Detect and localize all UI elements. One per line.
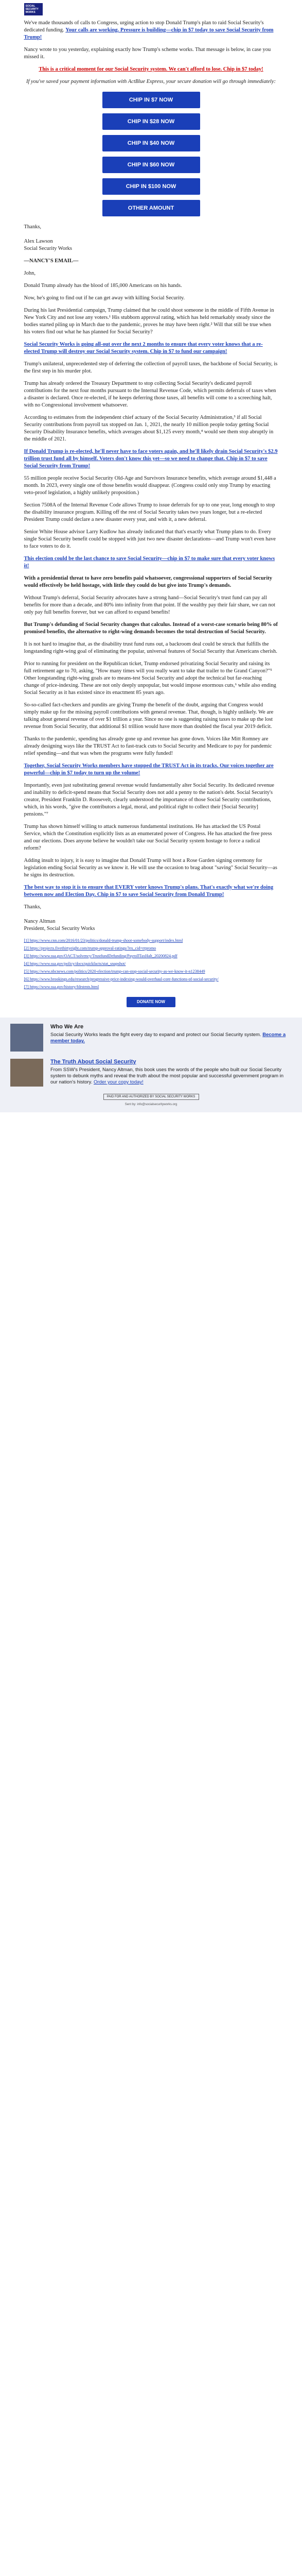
- paragraph-2: Now, he's going to find out if he can get away with killing Social Security.: [24, 295, 185, 301]
- paragraph-3: During his last Presidential campaign, Trump claimed that he could shoot someone in the middle of Fifth Avenue in New York City and not lose any voters.¹ His stubborn approval rating, which has held remarkably steady since the bodies started piling up in March due to the pandemic, proves he may have been right.² Will that still be true when his voters find out what he has planned for Social Security?: [24, 308, 274, 335]
- paragraph-21: Importantly, even just substituting general revenue would fundamentally alter Social Security. Its dedicated revenue and inability to deficit-spend means that Social Security does not add a penny to the nation's debt. Social Security's creator, President Franklin D. Roosevelt, clearly understood the importance of those Social Security contributions, which, in his words, "give the contributors a legal, moral, and political right to collect their [Social Security] pensions."⁷: [24, 783, 274, 817]
- paragraph-19: Thanks to the pandemic, spending has already gone up and revenue has gone down. Voices like Mitt Romney are already designing ways like the TRUST Act to fast-track cuts to Social Security and Medicare to pay for pandemic relief spending—and that was when the programs were fully funded!: [24, 736, 272, 756]
- reference-5[interactable]: [5] https://www.nbcnews.com/politics/2020-election/trump-can-stop-social-security-as-we-know-it-n1238449: [24, 969, 205, 974]
- reference-7[interactable]: [7] https://www.ssa.gov/history/fdrstmts.html: [24, 985, 99, 989]
- references: [24, 938, 278, 990]
- sender-name: Alex Lawson: [24, 239, 53, 244]
- donate-link-4[interactable]: Together, Social Security Works members have stopped the TRUST Act in its tracks. Our voices together are powerful—chip in $7 today to turn up the volume!: [24, 763, 274, 776]
- donate-link-2[interactable]: If Donald Trump is re-elected, he'll never have to face voters again, and he'll likely drain Social Security's $2.9 trillion trust fund all by himself. Voters don't know this yet—so we need to change that. Chip in $7 to save Social Security from Trump!: [24, 449, 278, 469]
- paragraph-15: But Trump's defunding of Social Security changes that calculus. Instead of a worst-case scenario being 80% of promised benefits, the alternative to right-wing demands becomes the total destruction of Social Security.: [24, 622, 278, 635]
- donate-now-button[interactable]: DONATE NOW: [127, 997, 175, 1007]
- reference-3[interactable]: [3] https://www.ssa.gov/OACT/solvency/TrustfundDefunding/PayrollTaxHalt_20200824.pdf: [24, 954, 177, 958]
- reference-4[interactable]: [4] https://www.ssa.gov/policy/docs/quickfacts/stat_snapshot/: [24, 961, 126, 966]
- reference-1[interactable]: [1] https://www.cnn.com/2016/01/23/politics/donald-trump-shoot-somebody-support/index.html: [24, 938, 183, 943]
- paragraph-10: Section 7508A of the Internal Revenue Code allows Trump to issue deferrals for up to one year, long enough to stop the disability insurance program. Killing off the rest of Social Security takes two years longer, but a re-elected President Trump could declare a new disaster every year, and with it, a new deferral.: [24, 502, 275, 522]
- signoff-1: [24, 224, 278, 252]
- paragraph-9: 55 million people receive Social Security Old-Age and Survivors Insurance benefits, which average around $1,448 a month. In 2023, every single one of those benefits would disappear. (Congress could only stop Trump by enacting veto-proof legislation, a highly unlikely proposition.): [24, 476, 276, 496]
- book-text: [50, 1059, 292, 1087]
- who-we-are-desc: Social Security Works leads the fight every day to expand and protect our Social Security system.: [50, 1032, 261, 1038]
- paragraph-14: Without Trump's deferral, Social Security advocates have a strong hand—Social Security's trust fund can pay all benefits for more than a decade, and 80% into infinity from that point. If the wealthy pay their fair share, we can not only pay full benefits forever, but we can afford to expand benefits!: [24, 595, 275, 615]
- sender-name-2: Nancy Altman: [24, 919, 56, 924]
- book-title[interactable]: The Truth About Social Security: [50, 1059, 136, 1065]
- ssw-logo[interactable]: SOCIAL SECURITY WORKS: [24, 3, 43, 15]
- paragraph-13: With a presidential threat to have zero benefits paid whatsoever, congressional supporters of Social Security would effectively be held hostage, with little they could do but give into Trump's demands.: [24, 575, 273, 588]
- reference-6[interactable]: [6] https://www.brookings.edu/research/progressive-price-indexing-would-overhaul-core-functions-of-social-security/: [24, 977, 219, 981]
- signoff-2: [24, 904, 278, 933]
- paragraph-1: Donald Trump already has the blood of 185,000 Americans on his hands.: [24, 283, 182, 289]
- other-amount-button[interactable]: OTHER AMOUNT: [102, 200, 200, 216]
- intro-paragraph-2: Nancy wrote to you yesterday, explaining exactly how Trump's scheme works. That message is below, in case you missed it.: [24, 47, 271, 60]
- reference-2[interactable]: [2] https://projects.fivethirtyeight.com/trump-approval-ratings/?ex_cid=rrpromo: [24, 946, 156, 951]
- paragraph-16: It is not hard to imagine that, as the disability trust fund runs out, a backroom deal could be struck that fulfills the longstanding right-wing goal of eliminating the popular, universal features of Social Security that Americans cherish.: [24, 641, 277, 654]
- email-body: [24, 0, 278, 1007]
- greeting: John,: [24, 270, 35, 276]
- paragraph-22: Trump has shown himself willing to attack numerous fundamental institutions. He has attacked the US Postal Service, which the Constitution explicitly lists as an enumerated power of Congress. He has attacked the free press and our elections. Does anyone believe he wouldn't take our Social Security system hostage to force a radical reform?: [24, 824, 272, 851]
- chip-in-7-button[interactable]: CHIP IN $7 NOW: [102, 92, 200, 108]
- who-we-are-section: [10, 1024, 292, 1052]
- who-we-are-body: [50, 1032, 292, 1044]
- sender-title-2: President, Social Security Works: [24, 926, 95, 931]
- order-book-link[interactable]: Order your copy today!: [94, 1079, 144, 1085]
- intro-text: We've made thousands of calls to Congress, urging action to stop Donald Trump's plan to raid Social Security's dedicated funding.: [24, 20, 264, 33]
- paragraph-11: Senior White House advisor Larry Kudlow has already indicated that that's exactly what Trump plans to do. Every single Social Security benefit could be stopped with just two new disaster declarations—and Trump won't even have to face voters to do it.: [24, 529, 276, 549]
- paragraph-17: Prior to running for president on the Republican ticket, Trump endorsed privatizing Social Security and raising its full retirement age to 70, asking, "How many times will you really want to take that trailer to the Grand Canyon?"⁵ Other longstanding right-wing goals are to means-test Social Security and adopt the technical but far-reaching change of price-indexing. These are not only deeply unpopular, but would impose enormous cuts,⁶ while also ending Social Security as it has existed since its enactment 85 years ago.: [24, 661, 276, 696]
- book-cover-image[interactable]: [10, 1059, 43, 1087]
- thanks-text: Thanks,: [24, 224, 42, 230]
- book-desc: From SSW's President, Nancy Altman, this book uses the words of the people who built our Social Security system to debunk myths and reveal the truth about the most popular and successful government program in our nation's history.: [50, 1067, 284, 1085]
- thanks-text-2: Thanks,: [24, 904, 42, 910]
- donate-link-5[interactable]: The best way to stop it is to ensure that EVERY voter knows Trump's plans. That's exactly what we're doing between now and Election Day. Chip in $7 to save Social Security from Donald Trump!: [24, 885, 274, 897]
- intro-donate-link[interactable]: Your calls are working. Pressure is building—chip in $7 today to save Social Security from Trump!: [24, 27, 274, 40]
- nancy-email-divider: —NANCY'S EMAIL—: [24, 258, 79, 264]
- book-section: [10, 1059, 292, 1087]
- paragraph-7: According to estimates from the independent chief actuary of the Social Security Administration,³ if all Social Security contributions from payroll tax stopped on Jan. 1, 2021, the nearly 10 million people today getting Social Security Disability Insurance benefits, which averages about $1,125 every month,⁴ would see them stop abruptly in the middle of 2021.: [24, 415, 274, 442]
- paragraph-23: Adding insult to injury, it is easy to imagine that Donald Trump will host a Rose Garden signing ceremony for legislation ending Social Security as we know it. He will use the occasion to brag about "saving" Social Security—as he signs its destruction.: [24, 858, 277, 878]
- chip-in-40-button[interactable]: CHIP IN $40 NOW: [102, 135, 200, 151]
- paragraph-18: So-so-called fact-checkers and pundits are giving Trump the benefit of the doubt, arguing that Congress would simply make up for the missing payroll contributions with general revenue. That, though, is highly unlikely. We are talking about general revenue of over $1 trillion a year. Since no one is suggesting raising taxes to make up the lost revenue from Social Security, that additional $1 trillion would have more than doubled the fiscal year 2019 deficit.: [24, 702, 274, 730]
- actblue-note: If you've saved your payment information with ActBlue Express, your secure donation will go through immediately:: [26, 79, 276, 84]
- group-photo: [10, 1024, 43, 1052]
- donation-buttons: [24, 91, 278, 216]
- paragraph-5: Trump's unilateral, unprecedented step of deferring the collection of payroll taxes, the backbone of Social Security, is the first step in his murder plot.: [24, 361, 278, 374]
- footer: [0, 1018, 302, 1112]
- who-we-are-title: Who We Are: [50, 1024, 84, 1030]
- sent-by-line: Sent by: info@socialsecurityworks.org: [125, 1103, 177, 1106]
- become-member-link[interactable]: Become a member today.: [50, 1032, 286, 1044]
- critical-link[interactable]: This is a critical moment for our Social Security system. We can't afford to lose. Chip in $7 today!: [39, 66, 263, 72]
- intro-paragraph-1: [24, 20, 278, 41]
- donate-link-3[interactable]: This election could be the last chance to save Social Security—chip in $7 to make sure that every voter knows it!: [24, 556, 275, 569]
- paid-for-disclaimer: PAID FOR AND AUTHORIZED BY SOCIAL SECURITY WORKS: [103, 1094, 199, 1100]
- chip-in-60-button[interactable]: CHIP IN $60 NOW: [102, 157, 200, 173]
- donate-link-1[interactable]: Social Security Works is going all-out over the next 2 months to ensure that every voter knows that a re-elected Trump will destroy our Social Security system. Chip in $7 to fund our campaign!: [24, 342, 263, 354]
- book-body: [50, 1067, 292, 1086]
- sender-org: Social Security Works: [24, 246, 72, 251]
- who-we-are-text: [50, 1024, 292, 1052]
- chip-in-100-button[interactable]: CHIP IN $100 NOW: [102, 178, 200, 195]
- paragraph-6: Trump has already ordered the Treasury Department to stop collecting Social Security's dedicated payroll contributions for the next four months pursuant to the Internal Revenue Code, which permits deferrals of taxes when a disaster is declared. Once re-elected, if he keeps deferring those taxes, all benefits will come to a screeching halt, with no Congressional involvement whatsoever.: [24, 381, 276, 408]
- chip-in-28-button[interactable]: CHIP IN $28 NOW: [102, 113, 200, 130]
